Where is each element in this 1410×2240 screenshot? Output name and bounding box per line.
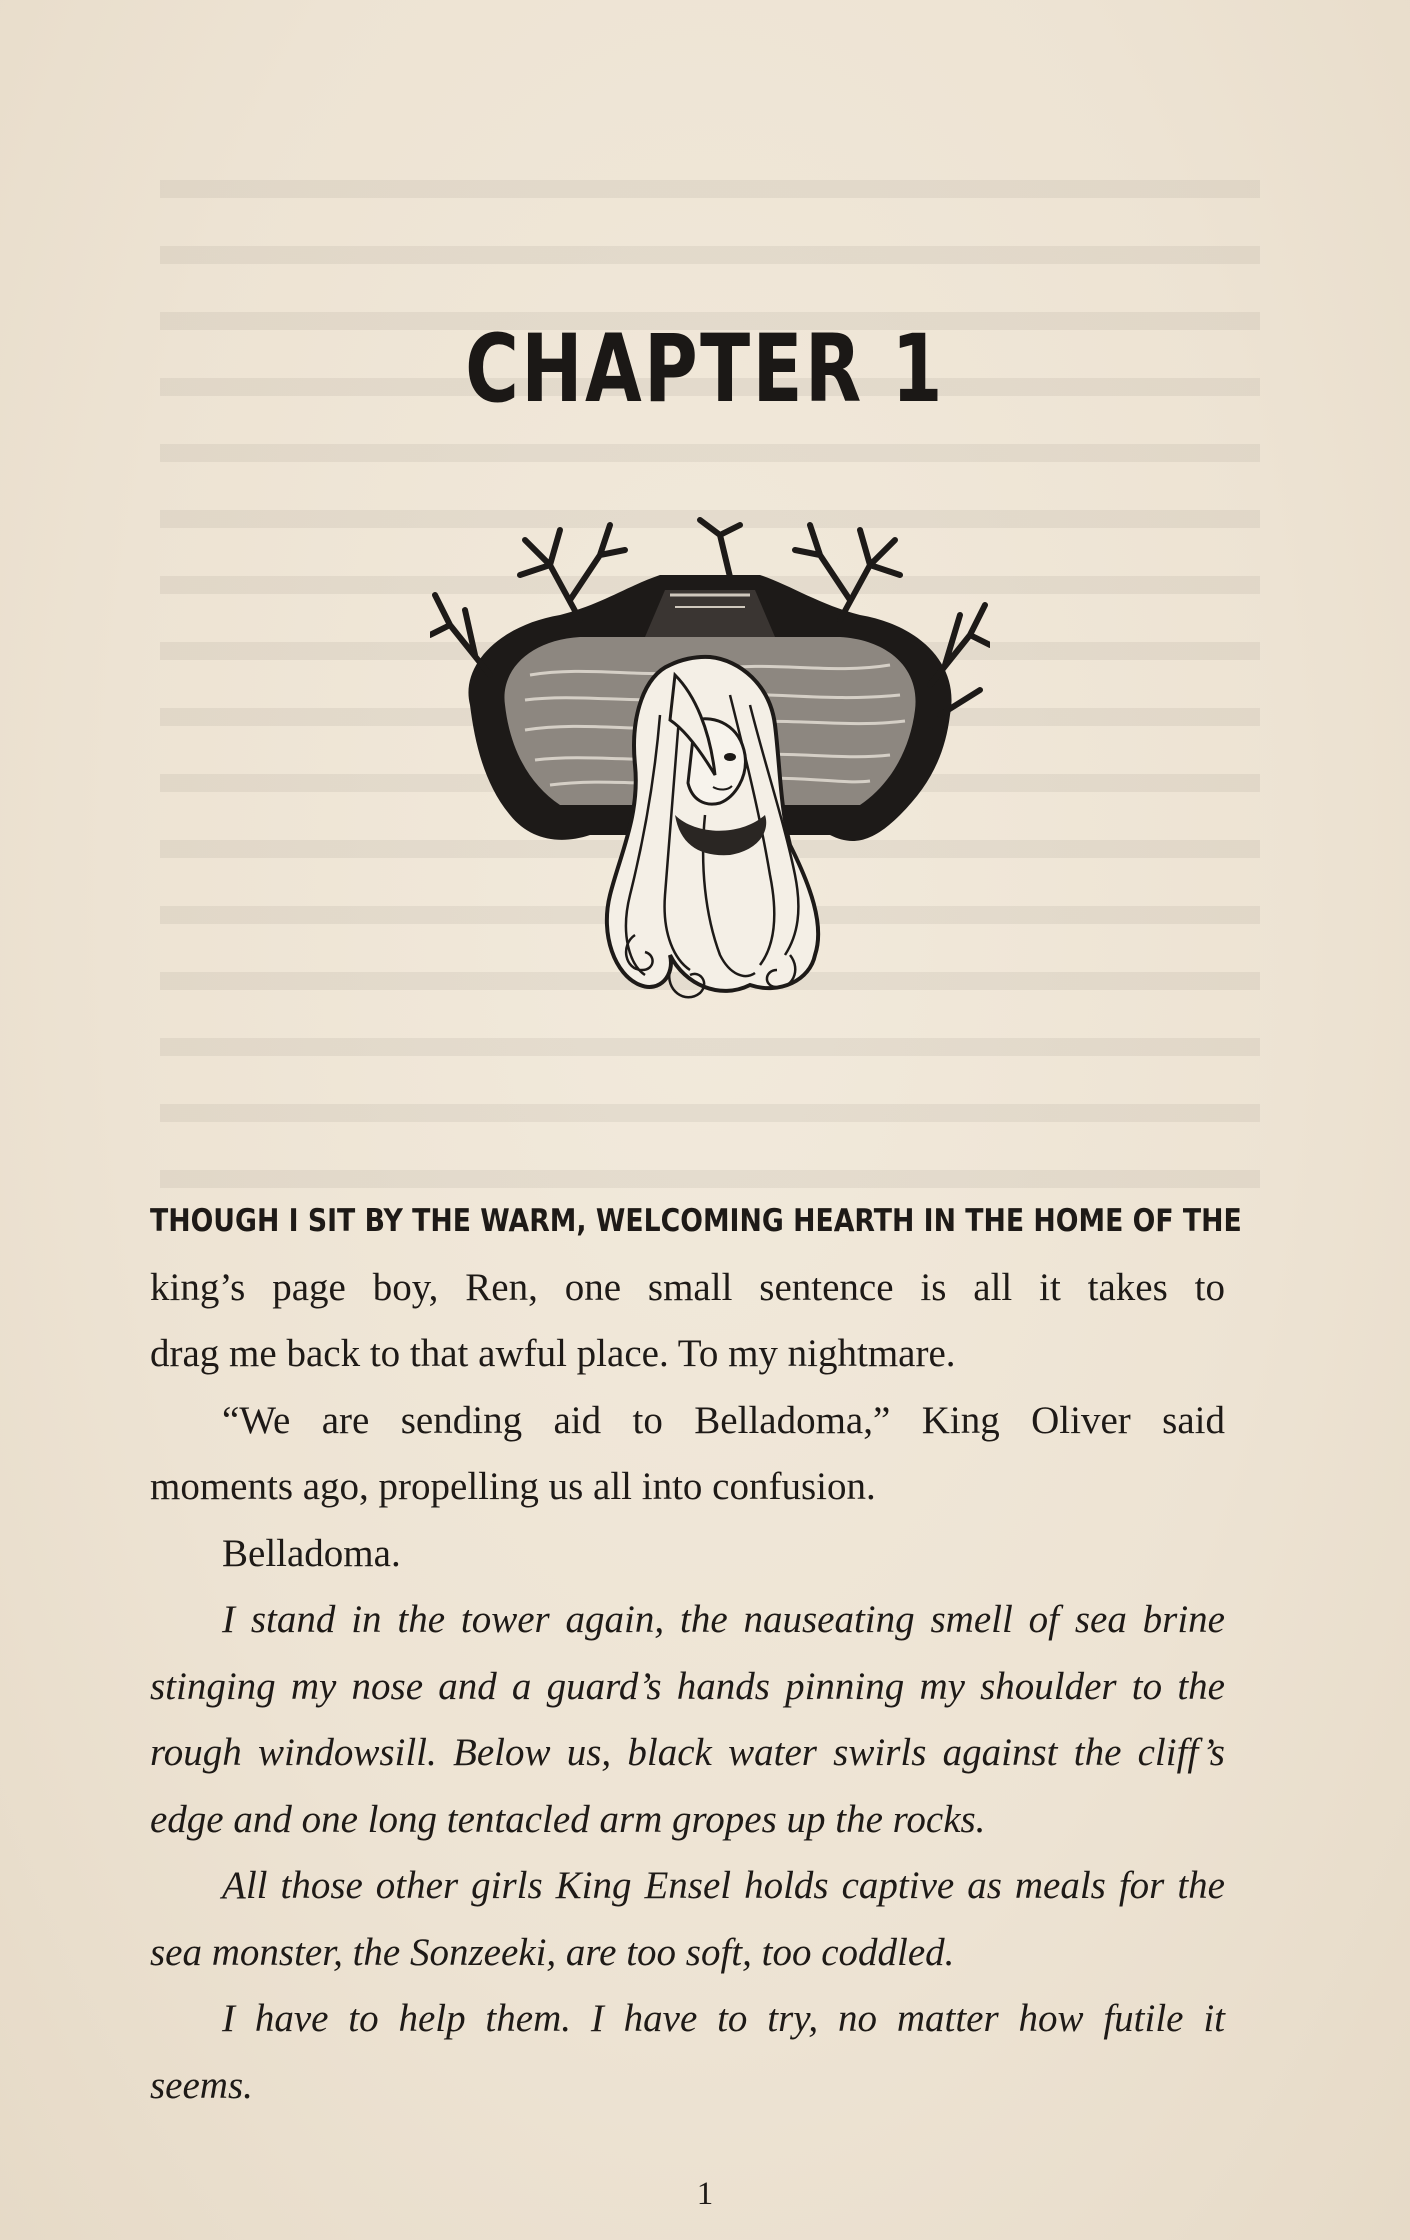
italic-text-line: seems.: [150, 2063, 253, 2107]
text-line: Belladoma.: [222, 1531, 401, 1575]
chapter-text: [150, 1188, 1242, 2119]
opening-caps-line: THOUGH I SIT BY THE WARM, WELCOMING HEARTH IN THE HOME OF THE: [150, 1203, 1242, 1239]
italic-text-line: I have to help them. I have to try, no matter how futile it: [222, 1997, 1225, 2040]
chapter-illustration-icon: [430, 515, 990, 1045]
text-line: moments ago, propelling us all into confusion.: [150, 1465, 876, 1508]
text-line: king’s page boy, Ren, one small sentence is all it takes to: [150, 1265, 1225, 1309]
italic-text-line: All those other girls King Ensel holds captive as meals for the: [222, 1864, 1225, 1907]
text-line: “We are sending aid to Belladoma,” King Oliver said: [222, 1398, 1225, 1442]
text-line: drag me back to that awful place. To my nightmare.: [150, 1332, 956, 1375]
italic-text-line: stinging my nose and a guard’s hands pinning my shoulder to the: [150, 1664, 1225, 1708]
italic-text-line: edge and one long tentacled arm gropes up the rocks.: [150, 1797, 986, 1841]
italic-text-line: I stand in the tower again, the nauseating smell of sea brine: [222, 1598, 1225, 1641]
chapter-heading: CHAPTER 1: [465, 315, 945, 424]
page-number: 1: [696, 2176, 714, 2212]
italic-text-line: rough windowsill. Below us, black water swirls against the cliff’s: [150, 1731, 1225, 1774]
italic-text-line: sea monster, the Sonzeeki, are too soft, too coddled.: [150, 1930, 955, 1974]
